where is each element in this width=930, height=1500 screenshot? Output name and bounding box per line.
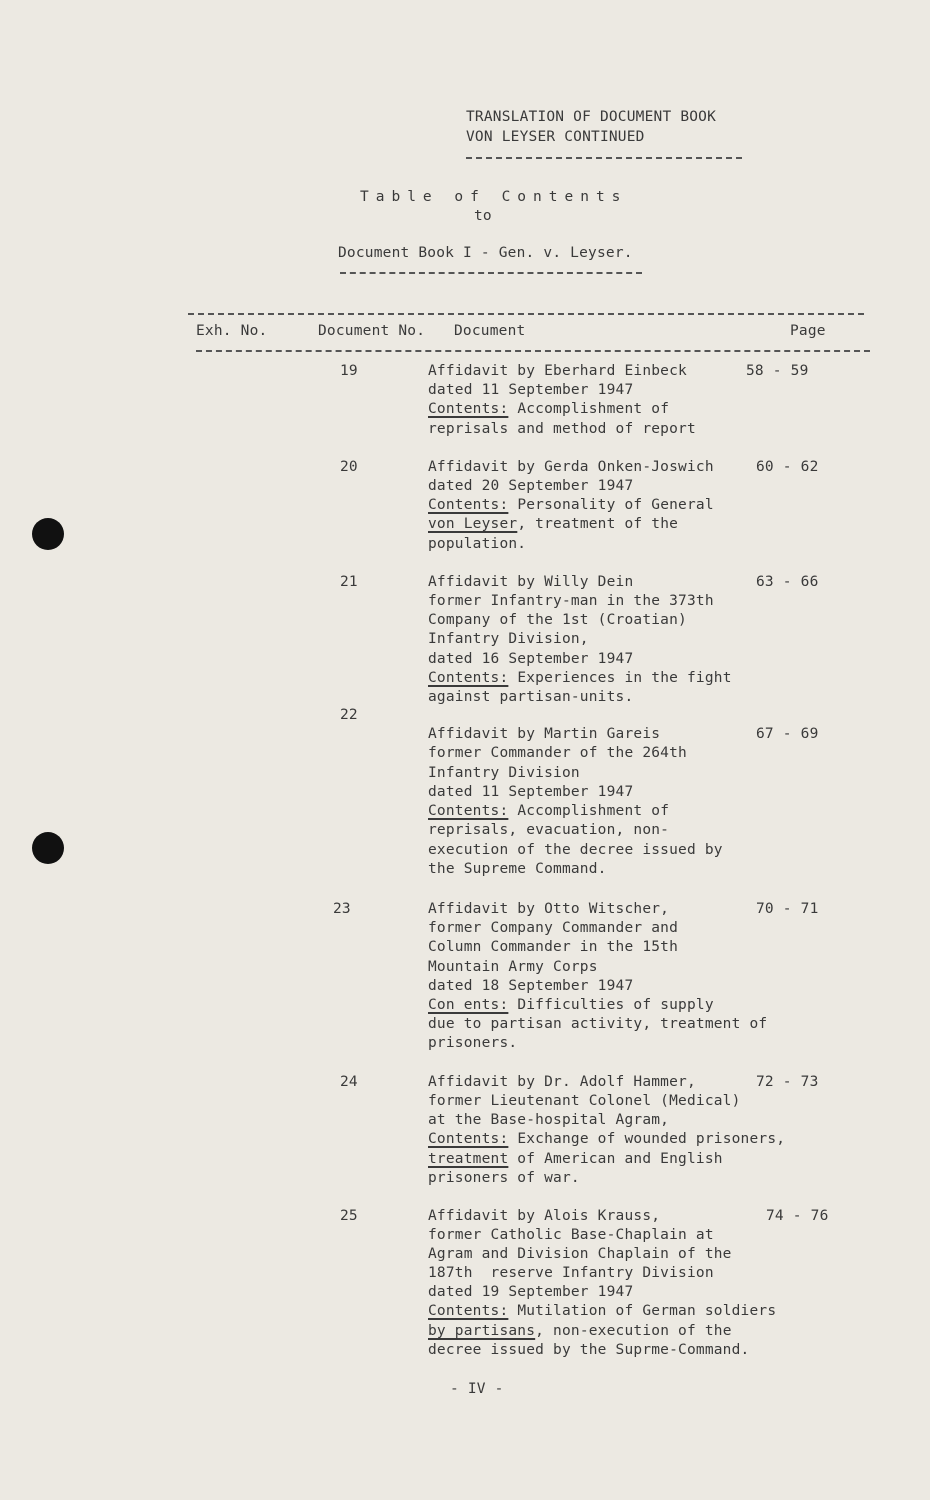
entry-line: dated 11 September 1947 — [428, 784, 634, 800]
punch-hole — [32, 832, 64, 864]
entry-line: due to partisan activity, treatment of — [428, 1016, 768, 1032]
entry-line: dated 19 September 1947 — [428, 1284, 634, 1300]
entry-line: execution of the decree issued by — [428, 842, 723, 858]
col-header-document-no: Document No. — [318, 323, 426, 339]
entry-title: Affidavit by Eberhard Einbeck — [428, 363, 687, 379]
contents-label: Contents: — [428, 1131, 509, 1147]
contents-label: Contents: — [428, 670, 509, 686]
entry-line: von Leyser, treatment of the — [428, 516, 679, 532]
header-line-2: VON LEYSER CONTINUED — [466, 129, 645, 145]
book-title-rule — [340, 272, 642, 274]
book-title: Document Book I - Gen. v. Leyser. — [338, 245, 633, 261]
entry-title: Affidavit by Dr. Adolf Hammer, — [428, 1074, 696, 1090]
entry-line: prisoners. — [428, 1035, 518, 1051]
entry-title: Affidavit by Martin Gareis — [428, 726, 661, 742]
entry-line: treatment of American and English — [428, 1151, 723, 1167]
entry-line: former Lieutenant Colonel (Medical) — [428, 1093, 741, 1109]
entry-title: Affidavit by Gerda Onken-Joswich — [428, 459, 714, 475]
entry-line: Mountain Army Corps — [428, 959, 598, 975]
col-header-page: Page — [790, 323, 826, 339]
document-number: 25 — [340, 1208, 358, 1224]
entry-title: Affidavit by Alois Krauss, — [428, 1208, 661, 1224]
entry-title: Affidavit by Otto Witscher, — [428, 901, 670, 917]
entry-line: reprisals, evacuation, non- — [428, 822, 670, 838]
entry-contents-line: Contents: Mutilation of German soldiers — [428, 1303, 777, 1319]
toc-title-to: to — [474, 208, 492, 224]
entry-line: 187th reserve Infantry Division — [428, 1265, 714, 1281]
entry-line: dated 20 September 1947 — [428, 478, 634, 494]
toc-title: Table of Contents — [360, 189, 628, 205]
page-range: 58 - 59 — [746, 363, 809, 379]
entry-line: decree issued by the Suprme-Command. — [428, 1342, 750, 1358]
document-number: 23 — [333, 901, 351, 917]
entry-contents-line: Contents: Accomplishment of — [428, 401, 670, 417]
entry-line: former Company Commander and — [428, 920, 679, 936]
entry-line: Agram and Division Chaplain of the — [428, 1246, 732, 1262]
entry-line: by partisans, non-execution of the — [428, 1323, 732, 1339]
document-number: 20 — [340, 459, 358, 475]
page-range: 63 - 66 — [756, 574, 819, 590]
entry-line: population. — [428, 536, 527, 552]
punch-hole — [32, 518, 64, 550]
table-header-rule — [196, 350, 870, 352]
entry-title: Affidavit by Willy Dein — [428, 574, 634, 590]
contents-label: Contents: — [428, 803, 509, 819]
contents-label: Contents: — [428, 401, 509, 417]
header-rule — [466, 157, 742, 159]
entry-line: Infantry Division, — [428, 631, 589, 647]
entry-line: the Supreme Command. — [428, 861, 607, 877]
contents-label: Con ents: — [428, 997, 509, 1013]
entry-line: reprisals and method of report — [428, 421, 696, 437]
page-range: 72 - 73 — [756, 1074, 819, 1090]
entry-line: Infantry Division — [428, 765, 580, 781]
page-range: 74 - 76 — [766, 1208, 829, 1224]
entry-line: former Commander of the 264th — [428, 745, 687, 761]
contents-label: Contents: — [428, 1303, 509, 1319]
entry-line: Company of the 1st (Croatian) — [428, 612, 687, 628]
entry-contents-line: Contents: Experiences in the fight — [428, 670, 732, 686]
page-number: - IV - — [450, 1381, 504, 1397]
entry-line: prisoners of war. — [428, 1170, 580, 1186]
page-range: 67 - 69 — [756, 726, 819, 742]
entry-line: Column Commander in the 15th — [428, 939, 679, 955]
col-header-exh-no: Exh. No. — [196, 323, 268, 339]
document-number: 19 — [340, 363, 358, 379]
entry-line: former Catholic Base-Chaplain at — [428, 1227, 714, 1243]
page-range: 60 - 62 — [756, 459, 819, 475]
page-range: 70 - 71 — [756, 901, 819, 917]
entry-line: dated 16 September 1947 — [428, 651, 634, 667]
entry-line: at the Base-hospital Agram, — [428, 1112, 670, 1128]
document-number: 24 — [340, 1074, 358, 1090]
header-line-1: TRANSLATION OF DOCUMENT BOOK — [466, 109, 717, 125]
entry-line: dated 11 September 1947 — [428, 382, 634, 398]
document-number: 22 — [340, 707, 358, 723]
table-top-rule — [188, 313, 864, 315]
col-header-document: Document — [454, 323, 526, 339]
entry-contents-line: Contents: Accomplishment of — [428, 803, 670, 819]
document-number: 21 — [340, 574, 358, 590]
entry-contents-line: Contents: Exchange of wounded prisoners, — [428, 1131, 786, 1147]
entry-contents-line: Con ents: Difficulties of supply — [428, 997, 714, 1013]
contents-label: Contents: — [428, 497, 509, 513]
entry-contents-line: Contents: Personality of General — [428, 497, 714, 513]
entry-line: against partisan-units. — [428, 689, 634, 705]
entry-line: dated 18 September 1947 — [428, 978, 634, 994]
entry-line: former Infantry-man in the 373th — [428, 593, 714, 609]
